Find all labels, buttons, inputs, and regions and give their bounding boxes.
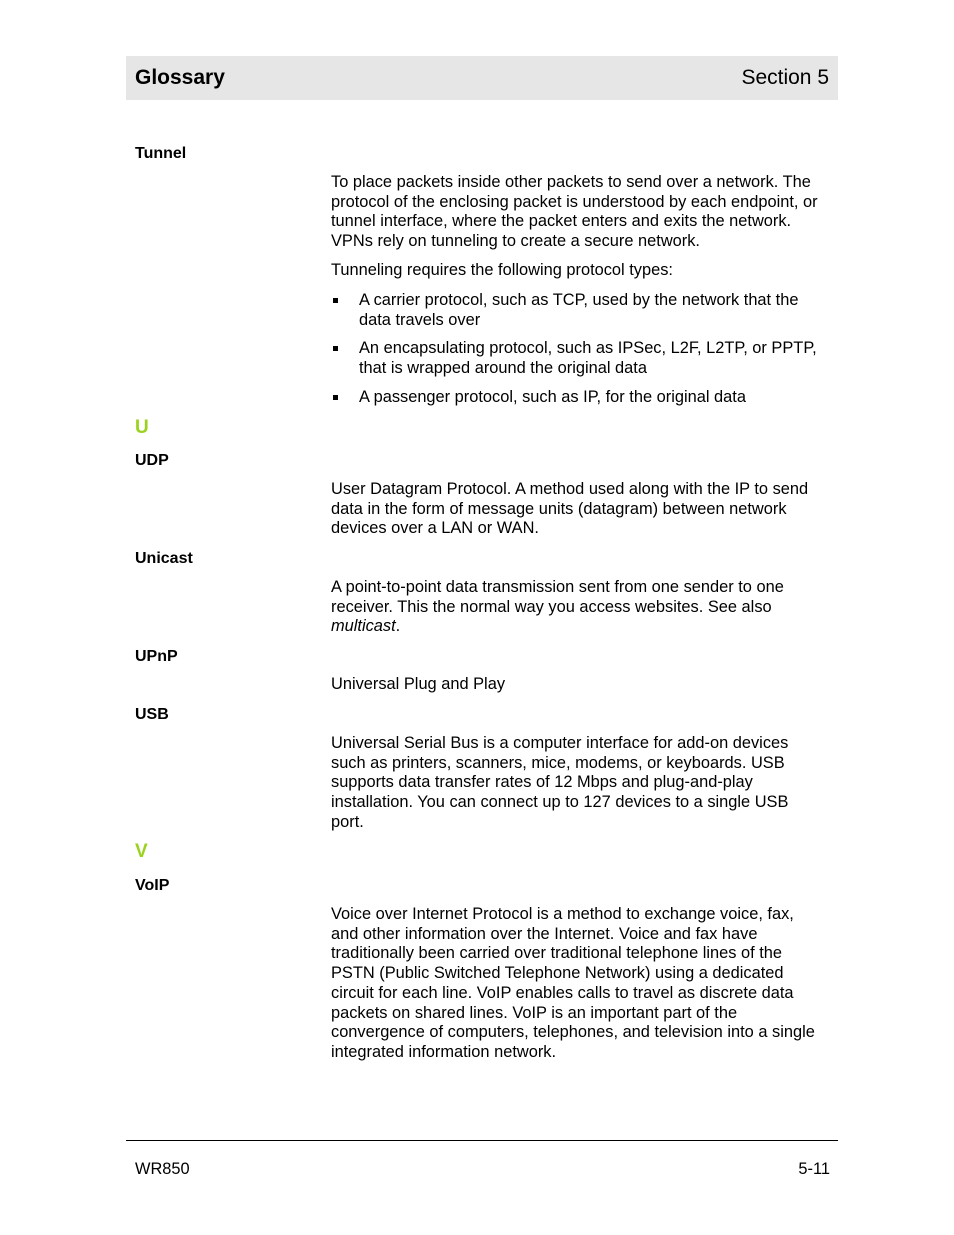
bullet-text: A passenger protocol, such as IP, for the original data bbox=[359, 388, 746, 406]
bullet-text: A carrier protocol, such as TCP, used by the network that the data travels over bbox=[359, 291, 799, 329]
term-unicast: Unicast bbox=[135, 550, 193, 567]
term-usb: USB bbox=[135, 706, 169, 723]
section-letter-v: V bbox=[135, 841, 148, 862]
def-udp: User Datagram Protocol. A method used along with the IP to send data in the form of message units (datagram) between network devices over a LAN or WAN. bbox=[331, 480, 809, 538]
def-tunnel-p2: Tunneling requires the following protocol types: bbox=[331, 261, 673, 279]
bullet-item bbox=[331, 291, 831, 330]
def-usb: Universal Serial Bus is a computer interface for add-on devices such as printers, scanners, mice, modems, or keyboards. USB supports data transfer rates of 12 Mbps and plug-and-play installation. You can connect up to 127 devices to a single USB port. bbox=[331, 734, 789, 831]
def-unicast bbox=[331, 578, 823, 637]
def-unicast-end: . bbox=[395, 617, 401, 636]
footer-model: WR850 bbox=[135, 1160, 190, 1178]
multicast-link: multicast bbox=[331, 617, 396, 636]
def-voip: Voice over Internet Protocol is a method to exchange voice, fax, and other information over the Internet. Voice and fax have traditionally been carried over traditional telephone lines of the PSTN (Public Switched Telephone Network) using a dedicated circuit for each line. VoIP enables calls to travel as discrete data packets on shared lines. VoIP is an important part of the convergence of computers, telephones, and television into a single integrated information network. bbox=[331, 905, 815, 1061]
bullet-square-icon bbox=[333, 395, 338, 400]
bullet-item bbox=[331, 388, 831, 408]
page-header bbox=[126, 56, 838, 100]
bullet-square-icon bbox=[333, 346, 338, 351]
section-letter-u: U bbox=[135, 417, 149, 438]
footer-page-number: 5-11 bbox=[798, 1160, 830, 1178]
footer-divider bbox=[126, 1140, 838, 1141]
def-unicast-text: A point-to-point data transmission sent from one sender to one receiver. This the normal way you access websites. See also bbox=[331, 578, 784, 616]
header-title: Glossary bbox=[135, 66, 225, 89]
term-upnp: UPnP bbox=[135, 648, 178, 665]
def-tunnel-p1: To place packets inside other packets to send over a network. The protocol of the enclosing packet is understood by each endpoint, or tunnel interface, where the packet enters and exits the network. VPNs rely on tunneling to create a secure network. bbox=[331, 173, 818, 251]
bullet-text: An encapsulating protocol, such as IPSec, L2F, L2TP, or PPTP, that is wrapped around the original data bbox=[359, 339, 817, 377]
bullet-item bbox=[331, 339, 831, 378]
term-voip: VoIP bbox=[135, 877, 170, 894]
term-udp: UDP bbox=[135, 452, 169, 469]
def-upnp: Universal Plug and Play bbox=[331, 675, 506, 693]
bullet-square-icon bbox=[333, 298, 338, 303]
header-section: Section 5 bbox=[741, 66, 829, 89]
term-tunnel: Tunnel bbox=[135, 145, 187, 162]
